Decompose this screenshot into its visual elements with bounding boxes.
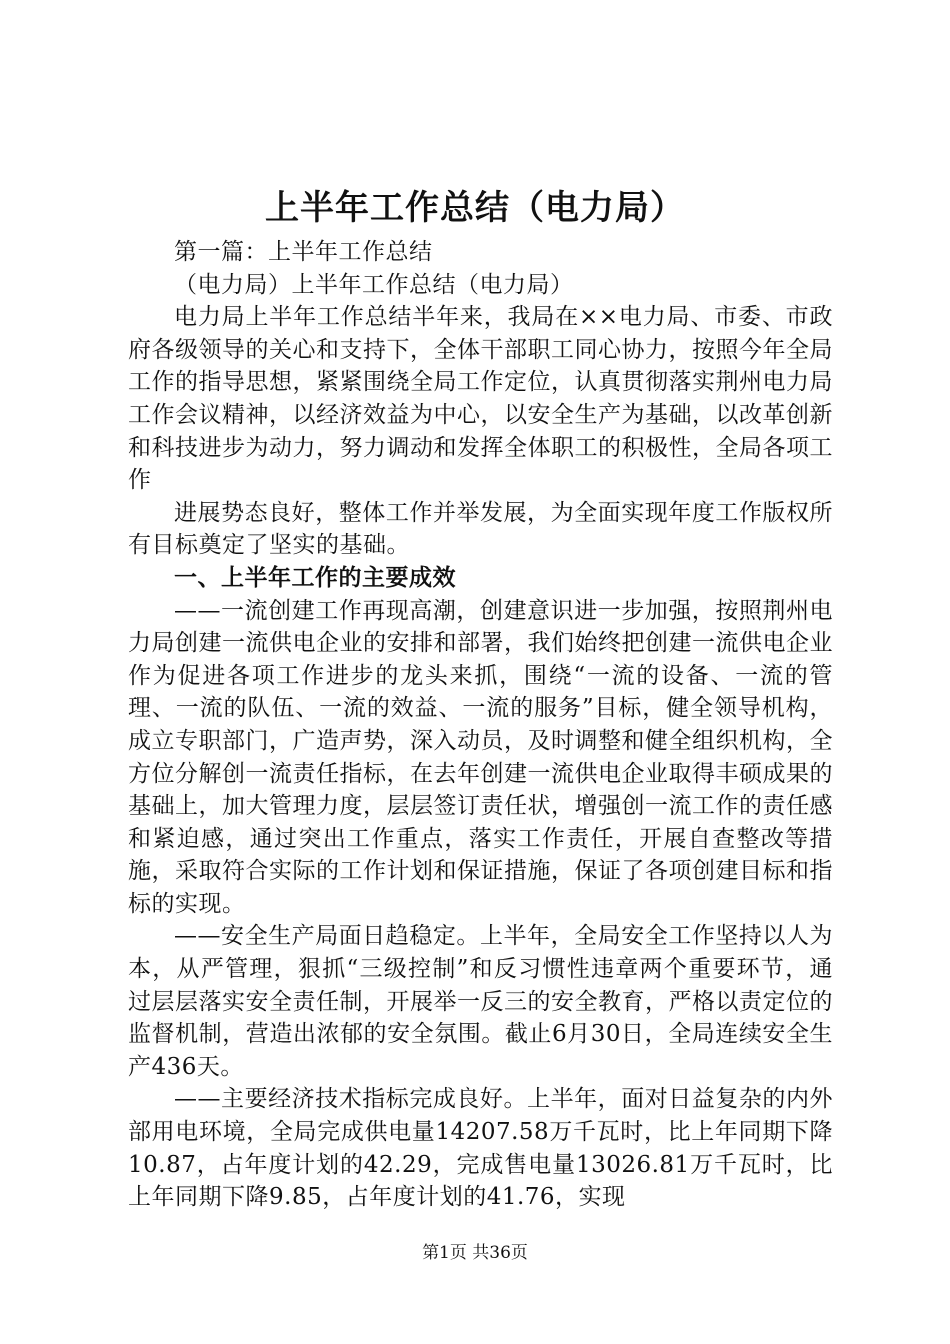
paragraph-first-class-creation: ——一流创建工作再现高潮，创建意识进一步加强，按照荆州电力局创建一流供电企业的安排和部署，我们始终把创建一流供电企业作为促进各项工作进步的龙头来抓，围绕“一流的设备、一流的管理、一流的队伍、一流的效益、一流的服务”目标，健全领导机构，成立专职部门，广造声势，深入动员，及时调整和健全组织机构，全方位分解创一流责任指标，在去年创建一流供电企业取得丰硕成果的基础上，加大管理力度，层层签订责任状，增强创一流工作的责任感和紧迫感，通过突出工作重点，落实工作责任，开展自查整改等措施，采取符合实际的工作计划和保证措施，保证了各项创建目标和指标的实现。 xyxy=(128,597,833,917)
paragraph-part-title: 第一篇：上半年工作总结 xyxy=(174,239,433,265)
page-footer: 第1页 共36页 xyxy=(422,1243,528,1263)
paragraph-intro: 电力局上半年工作总结半年来，我局在××电力局、市委、市政府各级领导的关心和支持下，全体干部职工同心协力，按照今年全局工作的指导思想，紧紧围绕全局工作定位，认真贯彻落实荆州电力局工作会议精神，以经济效益为中心，以安全生产为基础，以改革创新和科技进步为动力，努力调动和发挥全体职工的积极性，全局各项工作 xyxy=(128,304,833,494)
document-body xyxy=(128,236,833,1214)
paragraph-safety-production: ——安全生产局面日趋稳定。上半年，全局安全工作坚持以人为本，从严管理，狠抓“三级控制”和反习惯性违章两个重要环节，通过层层落实安全责任制，开展举一反三的安全教育，严格以责定位的监督机制，营造出浓郁的安全氛围。截止6月30日，全局连续安全生产436天。 xyxy=(128,923,833,1080)
document-title: 上半年工作总结（电力局） xyxy=(265,188,685,228)
paragraph-intro-continued: 进展势态良好，整体工作并举发展，为全面实现年度工作版权所有目标奠定了坚实的基础。 xyxy=(128,499,833,559)
paragraph-subtitle: （电力局）上半年工作总结（电力局） xyxy=(174,271,574,298)
section-heading-achievements: 一、上半年工作的主要成效 xyxy=(174,564,456,591)
paragraph-economic-indicators: ——主要经济技术指标完成良好。上半年，面对日益复杂的内外部用电环境，全局完成供电量14207.58万千瓦时，比上年同期下降10.87，占年度计划的42.29，完成售电量13026.81万千瓦时，比上年同期下降9.85，占年度计划的41.76，实现 xyxy=(128,1086,833,1211)
